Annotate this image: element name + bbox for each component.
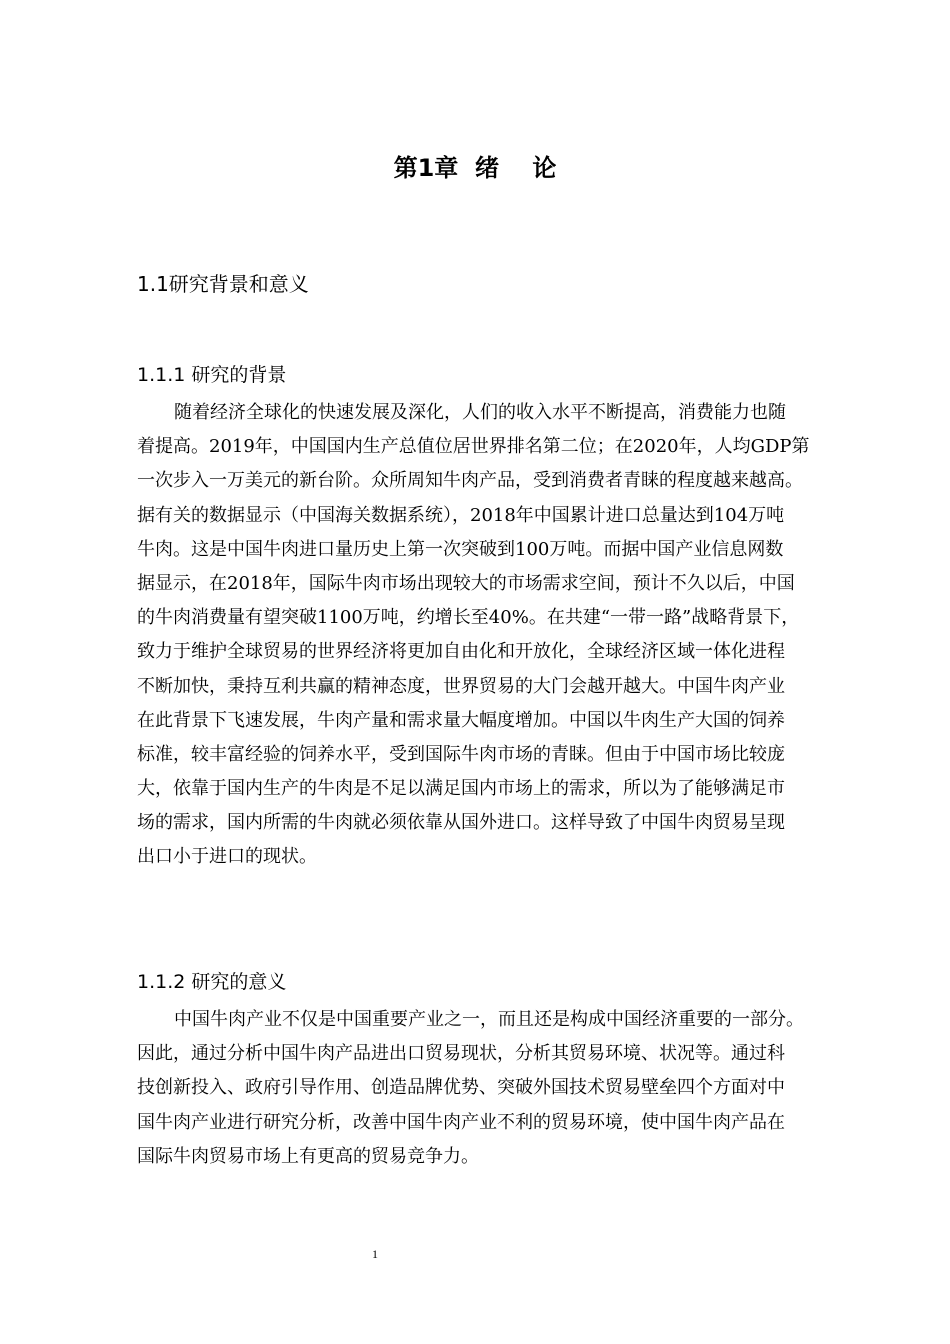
paragraph-line: 国牛肉产业进行研究分析，改善中国牛肉产业不利的贸易环境，使中国牛肉产品在: [137, 1111, 785, 1133]
paragraph-research-significance: [137, 1003, 841, 1174]
paragraph-line: 在此背景下飞速发展，牛肉产量和需求量大幅度增加。中国以牛肉生产大国的饲养: [137, 709, 785, 731]
paragraph-line: 随着经济全球化的快速发展及深化，人们的收入水平不断提高，消费能力也随: [174, 402, 786, 423]
section-heading-1-1-1: 1.1.1 研究的背景: [137, 364, 287, 386]
paragraph-line: 国际牛肉贸易市场上有更高的贸易竞争力。: [137, 1145, 479, 1167]
section-heading-1-1: 1.1研究背景和意义: [137, 272, 309, 296]
paragraph-line: 标准，较丰富经验的饲养水平，受到国际牛肉市场的青睐。但由于中国市场比较庞: [137, 743, 785, 765]
paragraph-line: 大，依靠于国内生产的牛肉是不足以满足国内市场上的需求，所以为了能够满足市: [137, 778, 785, 800]
paragraph-line: 场的需求，国内所需的牛肉就必须依靠从国外进口。这样导致了中国牛肉贸易呈现: [137, 812, 785, 834]
paragraph-line: 致力于维护全球贸易的世界经济将更加自由化和开放化，全球经济区域一体化进程: [137, 641, 785, 663]
section-heading-1-1-2: 1.1.2 研究的意义: [137, 971, 287, 993]
paragraph-line: 中国牛肉产业不仅是中国重要产业之一，而且还是构成中国经济重要的一部分。: [174, 1009, 804, 1030]
paragraph-line: 一次步入一万美元的新台阶。众所周知牛肉产品，受到消费者青睐的程度越来越高。: [137, 470, 803, 492]
chapter-title: 第1章 绪 论: [393, 154, 557, 182]
paragraph-line: 技创新投入、政府引导作用、创造品牌优势、突破外国技术贸易壁垒四个方面对中: [137, 1077, 785, 1099]
paragraph-line: 着提高。2019年，中国国内生产总值位居世界排名第二位；在2020年，人均GDP第: [137, 436, 810, 458]
paragraph-line: 出口小于进口的现状。: [137, 846, 317, 868]
paragraph-line: 牛肉。这是中国牛肉进口量历史上第一次突破到100万吨。而据中国产业信息网数: [137, 538, 784, 560]
paragraph-line: 因此，通过分析中国牛肉产品进出口贸易现状，分析其贸易环境、状况等。通过科: [137, 1043, 785, 1065]
paragraph-line: 据有关的数据显示（中国海关数据系统），2018年中国累计进口总量达到104万吨: [137, 504, 785, 526]
page-number: 1: [372, 1247, 378, 1261]
paragraph-line: 的牛肉消费量有望突破1100万吨，约增长至40%。在共建“一带一路”战略背景下，: [137, 607, 800, 629]
paragraph-line: 据显示，在2018年，国际牛肉市场出现较大的市场需求空间，预计不久以后，中国: [137, 572, 795, 594]
paragraph-line: 不断加快，秉持互利共赢的精神态度，世界贸易的大门会越开越大。中国牛肉产业: [137, 675, 785, 697]
paragraph-research-background: [137, 396, 841, 875]
